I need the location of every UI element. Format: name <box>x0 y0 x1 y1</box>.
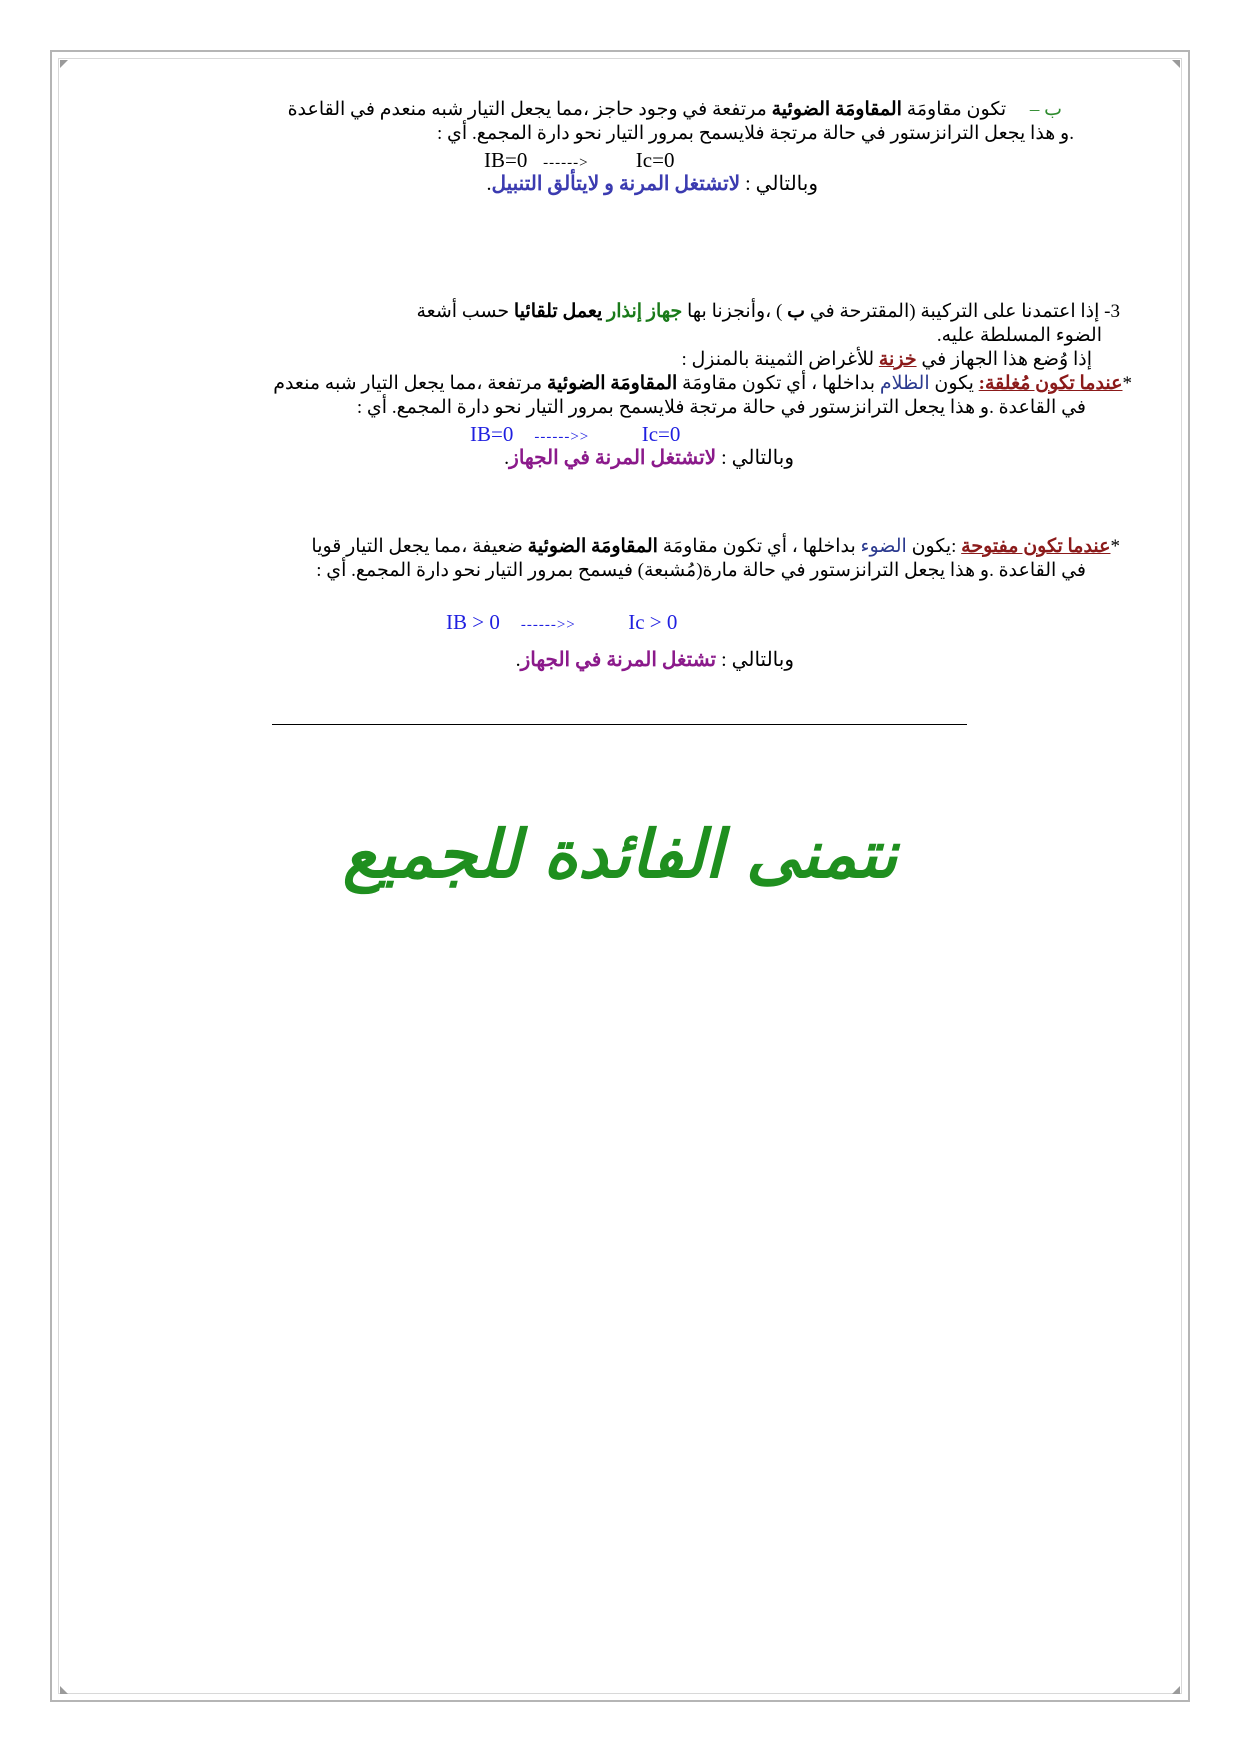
section-3-line-2: الضوء المسلطة عليه. <box>936 325 1102 346</box>
closing-message: نتمنى الفائدة للجميع <box>342 816 898 893</box>
closed-case-equation: IB=0 ------>> Ic=0 <box>470 422 681 446</box>
section-b-line-1: ب – تكون مقاومَة المقاومَة الضوئية مرتفعة في وجود حاجز ،مما يجعل التيار شبه منعدم في القاعدة <box>287 99 1062 120</box>
safe-keyword: خزنة <box>878 349 917 370</box>
open-case-result: وبالتالي : تشتغل المرنة في الجهاز. <box>515 649 794 671</box>
separator-line <box>272 724 967 725</box>
corner-ornament-top-left <box>60 60 68 68</box>
open-case-equation: IB > 0 ------>> Ic > 0 <box>446 610 678 634</box>
closed-case-line-2: في القاعدة .و هذا يجعل الترانزستور في حالة مرتجة فلايسمح بمرور التيار نحو دارة المجمع. أي : <box>356 397 1086 418</box>
section-b-result: وبالتالي : لاتشتغل المرنة و لايتألق التنبيل. <box>486 173 818 195</box>
open-case-heading: عندما تكون مفتوحة <box>961 536 1111 557</box>
section-3-line-1: 3- إذا اعتمدنا على التركيبة (المقترحة في ب ) ،وأنجزنا بها جهاز إنذار يعمل تلقائيا حسب أشعة <box>416 301 1120 322</box>
corner-ornament-bottom-right <box>1172 1686 1180 1694</box>
section-3-line-3: إذا وُضع هذا الجهاز في خزنة للأغراض الثمينة بالمنزل : <box>681 349 1092 370</box>
section-b-letter: ب – <box>1029 99 1062 120</box>
corner-ornament-bottom-left <box>60 1686 68 1694</box>
closed-case-heading: عندما تكون مُغلقة: <box>978 373 1123 394</box>
open-case-line-2: في القاعدة .و هذا يجعل الترانزستور في حالة مارة(مُشبعة) فيسمح بمرور التيار نحو دارة المجمع. أي : <box>316 560 1086 581</box>
section-b-line-2: .و هذا يجعل الترانزستور في حالة مرتجة فلايسمح بمرور التيار نحو دارة المجمع. أي : <box>437 123 1074 144</box>
open-case-line-1: *عندما تكون مفتوحة :يكون الضوء بداخلها ، أي تكون مقاومَة المقاومَة الضوئية ضعيفة ،مما يجعل التيار قويا <box>311 536 1120 557</box>
section-b-equation: IB=0 ------> Ic=0 <box>484 148 675 172</box>
closed-case-line-1: *عندما تكون مُغلقة: يكون الظلام بداخلها ، أي تكون مقاومَة المقاومَة الضوئية مرتفعة ،مما يجعل التيار شبه منعدم <box>273 373 1132 394</box>
corner-ornament-top-right <box>1172 60 1180 68</box>
closed-case-result: وبالتالي : لاتشتغل المرنة في الجهاز. <box>504 447 794 469</box>
